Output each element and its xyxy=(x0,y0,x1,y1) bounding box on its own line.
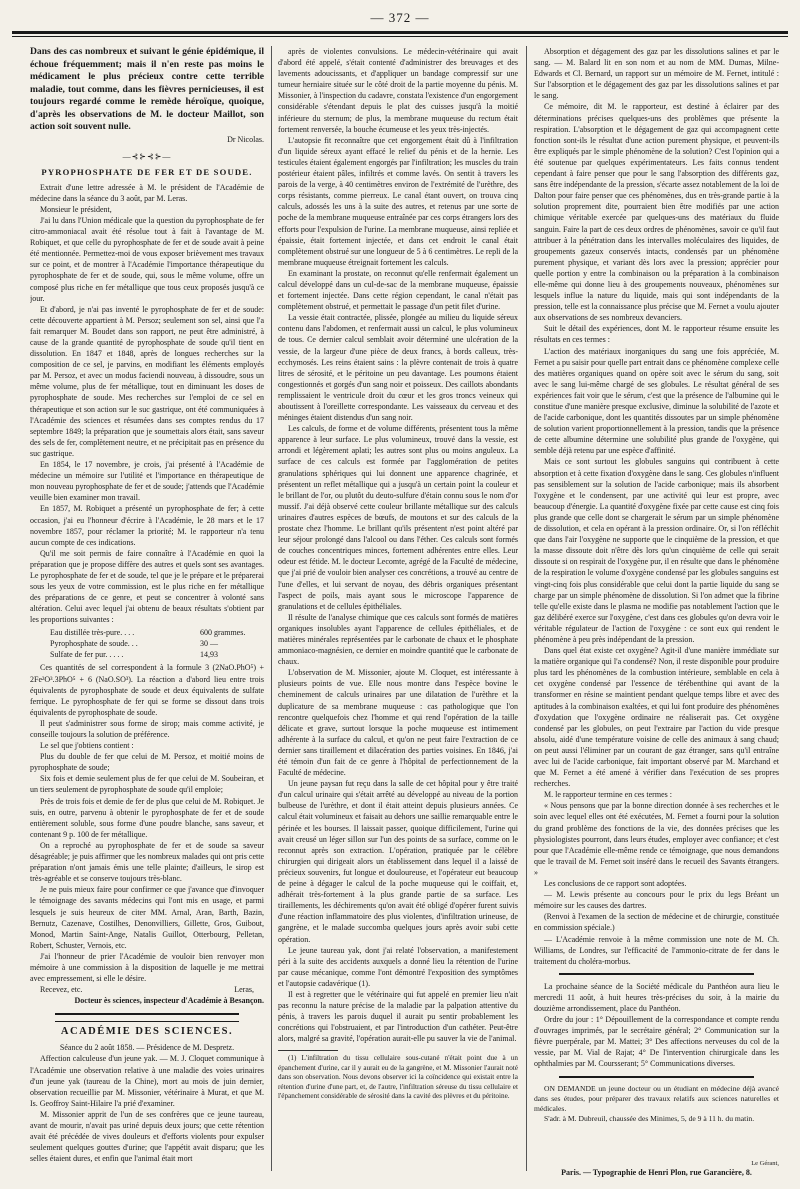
paragraph: M. Missonier apprit de l'un de ses confrères que ce jeune taureau, avant de mourir, n'avait pas uriné depuis deux jours; que cette rétention avait été précédée de vives douleurs et d'efforts violents pour expulser seulement quelques gouttes d'urine; que l'appétit avait disparu; que les selles étaient dures, et enfin que l'animal était mort xyxy=(30,1109,264,1164)
paragraph: Le jeune taureau yak, dont j'ai relaté l'observation, a manifestement péri à la suite des accidents auxquels a donné lieu la rétention de l'urine par cause mécanique, comme l'ont démontré l'exposition des symptômes et l'autopsie cadavérique (1). xyxy=(278,945,518,988)
paragraph: Et d'abord, je n'ai pas inventé le pyrophosphate de fer et de soude: cette découverte appartient à M. Persoz; seulement son sel, ainsi que l'a fait remarquer M. Boudet dans son rapport, ne peut être administré, à cause de la grande quantité de pyrophosphate de soude qu'il tient en dissolution. En 1847 et 1848, après de longues recherches sur la composition de ce sel, je parvins, en modifiant les éléments employés par M. Persoz, et avec un modus faciendi nouveau, à dissoudre, sous un même volume, plus de fer métallique, tout en diminuant les doses de pyrophosphate de soude. Mes recherches sur l'emploi de ce sel en thérapeutique et son action sur le suc gastrique, ont été communiquées à l'Académie des sciences et résumées dans ses comptes rendus du 17 septembre 1849; la préparation que je soumettais alors était, sans saveur des sels de fer, complètement neutre, et ne précipitait pas en présence du suc gastrique. xyxy=(30,304,264,458)
intro-paragraph xyxy=(30,46,264,134)
paragraph: — M. Lewis présente au concours pour le prix du legs Bréant un mémoire sur les causes des dartres. xyxy=(534,890,779,911)
paragraph: Absorption et dégagement des gaz par les dissolutions salines et par le sang. — M. Balard lit en son nom et au nom de MM. Dumas, Milne-Edwards et Cl. Bernard, un rapport sur un mémoire de M. Fernet, intitulé : Sur l'absorption et le dégagement des gaz par les dissolutions salines et par le sang. xyxy=(534,47,779,101)
paragraph: Il est à regretter que le vétérinaire qui fut appelé en premier lieu n'ait pas reconnu la nature précise de la maladie par la palpation attentive du pénis, à travers les parois duquel il aurait pu sentir probablement les concrétions qui l'obstruaient, et par l'introduction d'un cathéter. Peut-être alors, malgré sa gravité, l'opération aurait-elle pu sauver la vie de l'animal. xyxy=(278,989,518,1044)
recipe-amount: 30 — xyxy=(200,639,218,649)
section-rule xyxy=(559,973,754,975)
page-number: — 372 — xyxy=(370,10,430,25)
paragraph: L'observation de M. Missonier, ajoute M. Cloquet, est intéressante à plusieurs points de vue. Elle nous montre dans l'espèce bovine le cheminement de calculs urinaires par une dilatation de l'urèthre et la duplicature de sa membrane muqueuse : cas pathologique que l'on rencontre quelquefois chez l'homme et qui rend l'opération de la taille délicate et grave, surtout lorsque la poche muqueuse est intimement adhérente à la surface du calcul, et qu'on ne peut faire l'extraction de ce dernier sans tiraillement et dilacération des parties voisines. En 1846, j'ai été témoin d'un fait de ce genre à l'hôpital de perfectionnement de la Faculté de médecine. xyxy=(278,668,518,778)
ad-address: S'adr. à M. Dubreuil, chaussée des Minimes, 5, de 9 à 11 h. du matin. xyxy=(544,1114,755,1124)
printer-line: Paris. — Typographie de Henri Plon, rue Garancière, 8. xyxy=(561,1168,752,1177)
recipe-table xyxy=(50,627,264,660)
closing-line xyxy=(30,984,264,995)
paragraph: Six fois et demie seulement plus de fer que celui de M. Soubeiran, et un tiers seulement de pyrophosphate de soude qu'il emploie; xyxy=(30,774,264,795)
column-left xyxy=(30,46,264,1174)
paragraph: Les conclusions de ce rapport sont adoptées. xyxy=(544,879,687,889)
paragraph: « Nous pensons que par la bonne direction donnée à ses recherches et le soin avec lequel elles ont été exécutées, M. Fernet a fourni pour la solution du grand problème des fonctions de la vie, des données précises que les physiologistes pourront, dans leurs études, employer avec confiance; et c'est pour que l'Académie elle-même rende ce témoignage, que nous demandons que le travail de M. Fernet soit inséré dans le recueil des Savants étrangers. » xyxy=(534,801,779,877)
paragraph: En 1854, le 17 novembre, je crois, j'ai présenté à l'Académie de médecine un mémoire sur l'utilité et l'importance en thérapeutique de mon nouveau pyrophosphate de fer et de soude; j'attends que l'Académie veuille bien examiner mon travail. xyxy=(30,460,264,503)
paragraph: — L'Académie renvoie à la même commission une note de M. Ch. Williams, de Londres, sur l'efficacité de l'ammonio-citrate de fer dans le traitement du choléra-morbus. xyxy=(534,934,779,966)
paragraph: Je ne puis mieux faire pour confirmer ce que j'avance que d'invoquer le témoignage des savants médecins qui l'ont mis en usage, et parmi lesquels je suis heureux de citer MM. Arnal, Aran, Barth, Bazin, Bernutz, Cazenave, Costilhes, Denonvilliers, Gillette, Gros, Guibout, Monod, Martin Saint-Ange, Natalis Guillot, Otterbourg, Pelletan, Robert, Schuster, Vernois, etc. xyxy=(30,885,264,950)
paragraph: Ce mémoire, dit M. le rapporteur, est destiné à éclairer par des déterminations précises quelques-uns des problèmes que présente la respiration. L'absorption et le dégagement de gaz qui accompagnent cette fonction sont-ils le résultat d'une action purement physique, et peuvent-ils être expliqués par le simple phénomène de la solution? C'est l'opinion qui a été soutenue par quelques expérimentateurs. Les faits connus tendent cependant à faire penser que pour le sang l'absorption des différents gaz, sans être indépendante de la pression, s'écarte assez notablement de la loi de Dalton pour faire penser que ces phénomènes, dus en très-grande partie à la solution proprement dite, pourraient bien être modifiés par une action chimique véritable exercée par quelques-uns des matériaux du fluide sanguin. Faire la part de ces deux ordres de phénomènes, savoir ce qu'il faut attribuer à la pénétration dans les intervalles moléculaires des liquides, de groupements gazeux conservés intacts, condensés par un phénomène purement physique, et variant dès lors avec la pression; apprécier pour quelle portion y entre la combinaison ou la préparation à la combinaison elle-même qui donne lieu à des groupements nouveaux, phénomènes sur lesquels influe la nature du liquide, mais qui sont indépendants de la pression, telle est la connaissance plus précise que M. Fernet a voulu ajouter aux observations de ses nombreux devanciers. xyxy=(534,102,779,323)
paragraph: Dans quel état existe cet oxygène? Agit-il d'une manière immédiate sur la matière organique qui l'a condensé? Non, il reste disponible pour produire plus tard les phénomènes de la combustion intérieure, semblable en cela à cet oxygène condensé par l'essence de térébenthine qui avant de la transformer en résine se maintient pendant quelque temps libre et avec des aptitudes à la combinaison exaltées, et qui lui font produire des phénomènes d'oxydation que l'oxygène ordinaire ne réaliserait pas. Cet oxygène condensé par les globules, on peut l'extraire par l'action du vide presque absolu, aidé d'une température voisine de celle des animaux à sang chaud; on peut aussi l'éliminer par un courant de gaz étranger, sans qu'il entraîne avec lui de l'acide carbonique, fait important observé par M. Marchand et que M. Fernet a été amené à vérifier dans l'exécution de ses propres recherches. xyxy=(534,646,779,789)
column-middle xyxy=(278,46,518,1174)
paragraph: La vessie était contractée, plissée, plongée au milieu du liquide séreux contenu dans l'abdomen, et renfermait aussi un calcul, le plus volumineux de tous. Ce dernier calcul semblait avoir déterminé une ulcération de la vessie, de la largeur d'une pièce de deux francs, à bords calleux, très-ecchymosés. Les reins étaient sains : la plèvre contenait de trois à quatre litres de sérosité, et le péritoine un peu davantage. Les poumons étaient congestionnés et gorgés d'un sang noir et poisseux. Des caillots abondants remplissaient le ventricule droit du cœur et les gros troncs veineux qui aboutissent à l'oreillette correspondante. Les vaisseaux du cerveau et des méninges étaient distendus d'un sang noir. xyxy=(278,313,518,423)
academy-title: ACADÉMIE DES SCIENCES. xyxy=(60,1026,234,1038)
paragraph: après de violentes convulsions. Le médecin-vétérinaire qui avait d'abord été appelé, s'était contenté d'administrer des breuvages et des lavements adoucissants, et d'appliquer un bandage compressif sur une tumeur herniaire située sur le côté droit de la partie moyenne du pénis. M. Missonier, à l'inspection du cadavre, constata l'existence d'un engorgement considérable s'étendant depuis le plat des cuisses jusqu'à la moitié inférieure du sternum; de plus, la membrane muqueuse du rectum était fortement renversée, la bouche écumeuse et les yeux très-injectés. xyxy=(278,47,518,134)
paragraph: L'autopsie fit reconnaître que cet engorgement était dû à l'infiltration d'un liquide séreux ayant effacé le relief du pénis et de la hernie. Les testicules étaient également engorgés par l'infiltration; les muscles du train postérieur étaient pâles, infiltrés et comme lavés. On sentit à travers les parois de la verge, à 40 centimètres environ de l'extrémité de l'urèthre, des corps résistants, comme pierreux. Le canal étant ouvert, on trouva cinq calculs, adossés les uns à la suite des autres, et retenus par une sorte de poche de la membrane muqueuse entraînée par ces corps étrangers lors des efforts pour l'expulsion de l'urine. La membrane muqueuse, ainsi repliée et épaissie, était fortement injectée, et dans cet endroit le canal était complètement obstrué sur une longueur de 5 à 6 centimètres. Le repli de la membrane muqueuse étreignait fortement les calculs. xyxy=(278,135,518,267)
section-rule xyxy=(559,1076,754,1078)
paragraph: Plus du double de fer que celui de M. Persoz, et moitié moins de pyrophosphate de soude; xyxy=(30,752,264,773)
paragraph: J'ai lu dans l'Union médicale que la question du pyrophosphate de fer citro-ammoniacal avait été résolue tout à fait à l'avantage de M. Robiquet, et que celle du pyrophosphate de fer et de soude avait à peine été mentionnée. Permettez-moi de vous exposer brièvement mes travaux sur ce point, et de montrer à l'Académie l'importance thérapeutique du pyrophosphate de fer et de soude, qui, sous le même volume, offre un composé plus riche en fer métallique que tous ceux proposés jusqu'à ce jour. xyxy=(30,215,264,303)
paragraph: On a reproché au pyrophosphate de fer et de soude sa saveur désagréable; je puis affirmer que les nombreux malades qui ont pris cette préparation n'ont jamais émis une telle plainte; d'ailleurs, le sirop est très-agréable et se conserve toujours très-blanc. xyxy=(30,840,264,884)
footnote xyxy=(278,1054,518,1102)
recipe-ingredient: Pyrophosphate de soude. . . xyxy=(50,639,138,649)
footnote-text: (1) L'infiltration du tissu cellulaire sous-cutané n'était point due à un épanchement d'urine, car il y aurait eu de la gangrène, et M. Missonier l'aurait noté dans son observation. Nous devons observer ici la coïncidence qui existait entre la rétention d'urine d'une part, et, de l'autre, l'infiltration séreuse du tissu cellulaire et l'épanchement considérable de sérosité dans la cavité des plèvres et du péritoine. xyxy=(278,1054,518,1101)
paragraph: Qu'il me soit permis de faire connaître à l'Académie en quoi la préparation que je propose diffère des autres et quels sont ses avantages. Le pyrophosphate de fer et de soude, tel que je le prépare et le préparerai sous les yeux de votre commission, est le plus riche en fer métallique des préparations de ce genre, et peut se concentrer à volonté sans altération. Celui avec lequel j'ai obtenu de beaux résultats s'obtient par les proportions suivantes : xyxy=(30,548,264,625)
section-title: PYROPHOSPHATE DE FER ET DE SOUDE. xyxy=(41,166,253,177)
paragraph: L'action des matériaux inorganiques du sang une fois appréciée, M. Fernet a pu saisir pour quelle part entrait dans ce phénomène complexe celle des matières organiques quand on opère soit avec le sérum du sang, soit avec le sang lui-même chargé de ses globules. Le résultat général de ses expériences fait voir que le sérum, c'est que la présence de l'albumine qui le constitue d'une manière presque exclusive, diminue la solubilité de l'azote et de l'acide carbonique, dont les quantités dissoutes par un simple phénomène de solution varient proportionnellement à la pression, tandis que la présence de cette albumine détermine une solubilité plus grande de l'oxygène, qui semble déjà retenu par une espèce d'affinité. xyxy=(534,346,779,456)
paragraph: Il résulte de l'analyse chimique que ces calculs sont formés de matières organiques insolubles ayant l'apparence de cellules épithéliales, et de matières minérales représentées par le carbonate de chaux et le phosphate ammoniaco-magnésien, ce dernier en moindre quantité que le carbonate de chaux. xyxy=(278,612,518,667)
section-rule-thin xyxy=(55,1021,239,1022)
recipe-ingredient: Eau distillée très-pure. . . . xyxy=(50,628,135,638)
paragraph: Affection calculeuse d'un jeune yak. — M. J. Cloquet communique à l'Académie une observation relative à une maladie des voies urinaires d'un jeune yak (taureau de la Chine), mort au mois de juin dernier, observation recueillie par M. Missonier, vétérinaire à Murat, et que M. Is. Geoffroy Saint-Hilaire l'a prié d'examiner. xyxy=(30,1054,264,1108)
section-rule xyxy=(55,1013,239,1015)
closing-left: Recevez, etc. xyxy=(40,985,83,995)
recipe-amount: 14,93 xyxy=(200,650,218,660)
paragraph: La prochaine séance de la Société médicale du Panthéon aura lieu le mercredi 11 août, à huit heures très-précises du soir, à la mairie du douzième arrondissement, place du Panthéon. xyxy=(534,981,779,1013)
paragraph: Mais ce sont surtout les globules sanguins qui contribuent à cette absorption et à cette fixation d'oxygène dans le sang. Ces globules n'influent pas sensiblement sur la solution de l'acide carbonique; mais ils absorbent l'oxygène et le condensent, par une activité qui leur est propre, avec beaucoup d'énergie. La quantité d'oxygène fixée par cette cause est cinq fois plus grande que celle dont se chargerait le sérum par un simple phénomène de dissolution, et cela en opérant à la pression ordinaire. Or, si l'on réfléchit que dans l'air l'oxygène ne supporte que le cinquième de la pression, et que la masse dissoute doit n'être dès lors qu'un cinquième de celle qui serait dissoute si on respirait de l'oxygène pur, il en résulte que dans le phénomène de la respiration le volume d'oxygène condensé par les globules sanguins est vingt-cinq fois plus considérable que celui dont la partie liquide du sang se charge par un simple phénomène de dissolution. Si l'on admet que la fibrine telle qu'elle existe dans le plasma ne modifie pas notablement l'action que le gaz délibéré exerce sur l'oxygène, c'est dans ces globules qu'on devra voir le véritable régulateur de l'action de l'oxygène : ce sont eux qui rendent le phénomène à peu près indépendant de la pression. xyxy=(534,457,779,644)
intro-text: Dans des cas nombreux et suivant le génie épidémique, il échoue fréquemment; mais il n'en reste pas moins le médicament le plus précieux contre cette terrible maladie, tout comme, dans les fièvres pernicieuses, il est toujours regardé comme le remède héroïque, quoique, d'après les observations de M. le docteur Maillot, son action soit souvent nulle. xyxy=(30,46,264,132)
paragraph: Il peut s'administrer sous forme de sirop; mais comme activité, je conseille toujours la solution de préférence. xyxy=(30,718,264,739)
salutation: Monsieur le président, xyxy=(40,204,112,214)
closing-signature: Docteur ès sciences, inspecteur d'Académie à Besançon. xyxy=(74,996,264,1006)
page-footer xyxy=(534,1160,779,1177)
paragraph: (Renvoi à l'examen de la section de médecine et de chirurgie, constituée en commission spéciale.) xyxy=(534,912,779,933)
paragraph: J'ai l'honneur de prier l'Académie de vouloir bien renvoyer mon mémoire à une commission à la disposition de laquelle je me mettrai avec empressement, si elle le désire. xyxy=(30,951,264,984)
column-separator xyxy=(526,46,527,1171)
academy-subtitle: Séance du 2 août 1858. — Présidence de M. Despretz. xyxy=(59,1043,235,1053)
paragraph: Près de trois fois et demie de fer de plus que celui de M. Robiquet. Je suis, en outre, parvenu à obtenir le pyrophosphate de fer et de soude entièrement soluble, sous forme d'une poudre blanche, sans saveur, et contenant 9 p. 100 de fer métallique. xyxy=(30,796,264,839)
column-right xyxy=(534,46,779,1174)
paragraph: Ordre du jour : 1° Dépouillement de la correspondance et compte rendu d'ouvrages imprimés, par le secrétaire général; 2° Communication sur la fièvre puerpérale, par M. Mattei; 3° Des affections nerveuses du col de la vessie, par M. Vial de Rajat; 4° De l'intervention chirurgicale dans les ophthalmies par M. Coursserant; 5° Communications diverses. xyxy=(534,1015,779,1069)
paragraph: En 1857, M. Robiquet a présenté un pyrophosphate de fer; à cette occasion, j'ai eu l'honneur d'écrire à l'Académie, le 28 mars et le 17 novembre 1857, pour réclamer la priorité; M. le rapporteur n'a tenu aucun compte de ces indications. xyxy=(30,504,264,547)
ornament-divider: —⊰⊱⊰⊱— xyxy=(122,151,172,161)
paragraph: Ces quantités de sel correspondent à la formule 3 (2NaO.PhO⁵) + 2Fe²O³.3PhO⁵ + 6 (NaO.SO³). La réaction a d'abord lieu entre trois équivalents de pyrophosphate de soude et deux équivalents de sulfate ferrique. Le pyrophosphate de fer qui se forme se dissout dans trois équivalents de pyrophosphate de soude. xyxy=(30,663,264,717)
recipe-ingredient: Sulfate de fer pur. . . . . xyxy=(50,650,124,660)
closing-right: Leras, xyxy=(234,985,254,995)
recipe-amount: 600 grammes. xyxy=(200,628,246,638)
paragraph: Les calculs, de forme et de volume différents, présentent tous la même apparence à leur surface. Le plus volumineux, trouvé dans la vessie, est arrondi et légèrement aplati; les autres sont plus ou moins anguleux. La surface de ces calculs est formée par l'agglomération de petites granulations sphériques qui lui donnent une apparence chagrinée, et présentent un reflet métallique qui a jusqu'à un certain point la couleur et le brillant de l'or, ou plutôt du deuto-sulfure d'étain connu sous le nom d'or mussif. J'ai déjà observé cette couleur brillante métallique sur des calculs urinaires d'autres espèces de bœufs, de moutons et sur des calculs de la prostate chez l'homme. Le brillant qu'ils présentent n'est point altéré par leur séjour prolongé dans l'alcool ou dans l'éther. Ces calculs sont formés de couches concentriques minces, fortement adhérentes entre elles. Leur odeur est fétide. M. le docteur Lecomte, agrégé de la Faculté de médecine, que j'ai prié de vouloir bien analyser ces concrétions, a trouvé au centre de l'une d'elles, et lui servant de noyau, des débris organiques présentant l'aspect de poils, mais ayant sous le microscope l'apparence de granulations et de cellules épithéliales. xyxy=(278,424,518,611)
paragraph: Le sel que j'obtiens contient : xyxy=(40,741,134,751)
recipe-row xyxy=(50,649,264,660)
paragraph: Suit le détail des expériences, dont M. le rapporteur résume ensuite les résultats en ces termes : xyxy=(534,324,779,345)
ad-text: ON DEMANDE un jeune docteur ou un étudiant en médecine déjà avancé dans ses études, pour préparer des travaux relatifs aux sciences naturelles et médicales. xyxy=(534,1083,779,1113)
header-rule-thin xyxy=(12,36,788,37)
recipe-row xyxy=(50,638,264,649)
paragraph: En examinant la prostate, on reconnut qu'elle renfermait également un calcul développé dans un cul-de-sac de la membrane muqueuse, épaissie et fortement injectée. Dans cette région cependant, le canal n'était pas complètement obstrué, et permettait le passage d'un petit filet d'urine. xyxy=(278,268,518,312)
intro-signature: Dr Nicolas. xyxy=(227,134,264,144)
recipe-row xyxy=(50,627,264,638)
paragraph: M. le rapporteur termine en ces termes : xyxy=(544,790,672,800)
gerant-label: Le Gérant, xyxy=(751,1160,779,1167)
column-separator xyxy=(271,46,272,1171)
paragraph: Un jeune paysan fut reçu dans la salle de cet hôpital pour y être traité d'un calcul urinaire qui s'était arrêté au développé au niveau de la portion bulbeuse de l'urèthre, et dont il était atteint depuis plusieurs années. Ce calcul était volumineux et faisait au dehors une saillie remarquable entre le périnée et les bourses. Il laissait passer, quoique difficilement, l'urine qui avait creusé un léger sillon sur l'un des points de sa surface, comme on le reconnut après son extraction. L'opération, pratiquée par le célèbre chirurgien qui dirigeait alors un établissement dans lequel il a laissé de précieux souvenirs, fut longue et douloureuse, et l'opérateur eut beaucoup de peine à dégager le calcul de la poche muqueuse qui le coiffait, et, adhérait très-fortement à la plus grande partie de sa surface. Les tiraillements, les déchirements qu'on avait été obligé d'opérer furent suivis d'une réaction inflammatoire des plus violentes, d'infiltration urineuse, de gangrène, et le malade succomba quelques jours après avoir subi cette opération. xyxy=(278,779,518,944)
header-rule-thick xyxy=(12,31,788,34)
classified-ad xyxy=(534,1084,779,1125)
footnote-rule xyxy=(278,1050,338,1051)
section-subtitle: Extrait d'une lettre adressée à M. le président de l'Académie de médecine dans la séance du 3 août, par M. Leras. xyxy=(30,182,264,203)
